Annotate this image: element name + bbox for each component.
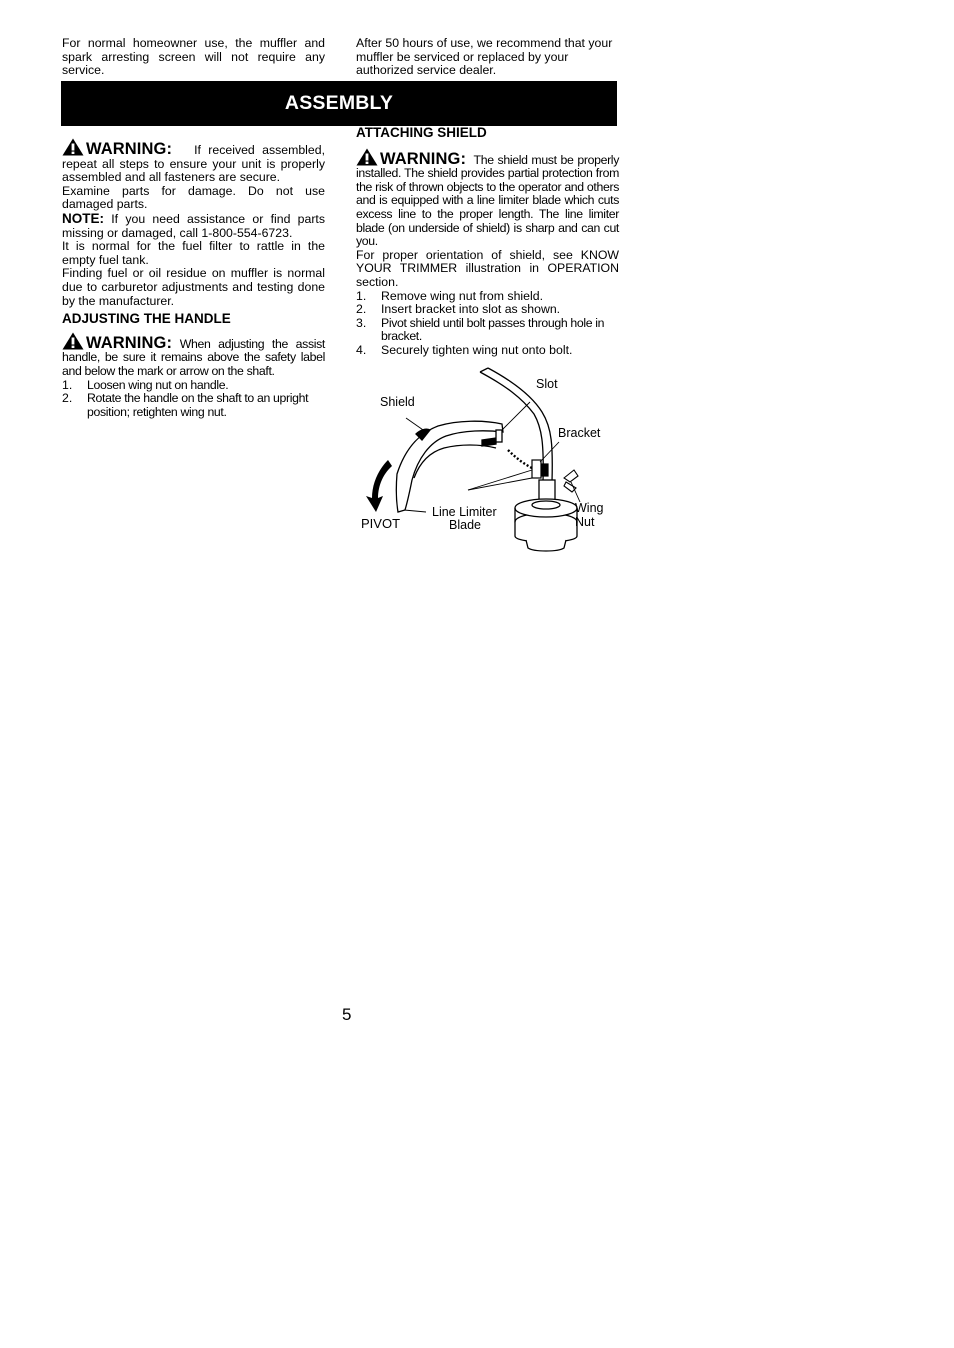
handle-warning (62, 332, 325, 379)
warning-text: If received assembled, repeat all steps to ensure your unit is properly assembled and all fasteners are secure. (62, 143, 326, 185)
diagram-label-nut: Nut (575, 515, 595, 529)
intro-left-paragraph (62, 37, 325, 78)
diagram-label-slot: Slot (536, 377, 558, 391)
handle-steps-list (62, 379, 325, 420)
shield-warning-label: WARNING: (380, 149, 467, 168)
assembled-warning (62, 138, 325, 185)
bracket-part (532, 460, 548, 478)
warning-triangle-icon (62, 332, 84, 350)
list-item: 4. Securely tighten wing nut onto bolt. (356, 342, 573, 357)
trimmer-head (515, 480, 577, 551)
list-item: 2. Rotate the handle on the shaft to an upright position; retighten wing nut. (62, 391, 309, 419)
note-paragraph (62, 212, 325, 240)
handle-warning-label: WARNING: (86, 333, 173, 352)
diagram-label-wing: Wing (575, 501, 604, 515)
note-label: NOTE: (62, 210, 104, 226)
assembly-banner (61, 81, 617, 126)
shield-attachment-diagram (356, 362, 620, 557)
shield-steps-list (356, 290, 619, 358)
right-column (356, 126, 619, 358)
list-item: 1. Loosen wing nut on handle. (62, 377, 229, 392)
examine-text: Examine parts for damage. Do not use damaged parts. (62, 183, 325, 212)
handle-heading: ADJUSTING THE HANDLE (62, 311, 231, 327)
list-item: 3. Pivot shield until bolt passes through hole in bracket. (356, 315, 605, 344)
warning-triangle-icon (356, 148, 378, 166)
shield-warning-text: The shield must be properly installed. The shield provides partial protection from the risk of thrown objects to the operator and others and is equipped with a line limiter blade which cuts excess line to the proper length. The line limiter blade (on underside of shield) is sharp and can cut you. (356, 152, 619, 249)
orientation-text: For proper orientation of shield, see KNOW YOUR TRIMMER illustration in OPERATION section. (356, 247, 619, 289)
shield-warning (356, 148, 619, 249)
note-text: If you need assistance or find parts missing or damaged, call 1-800-554-6723. (62, 211, 325, 240)
diagram-label-bracket: Bracket (558, 426, 601, 440)
diagram-label-pivot: PIVOT (361, 516, 401, 531)
warning-label: WARNING: (86, 140, 173, 158)
pivot-path-arc (508, 450, 532, 468)
diagram-label-shield: Shield (380, 395, 415, 409)
fuel-filter-text: It is normal for the fuel filter to rattle in the empty fuel tank. (62, 239, 325, 267)
muffler-service-text: For normal homeowner use, the muffler and spark arresting screen will not require any service. (62, 36, 325, 78)
shield-part (396, 421, 503, 512)
banner-title: ASSEMBLY (284, 92, 394, 114)
list-item: 2. Insert bracket into slot as shown. (356, 302, 561, 317)
wing-nut-part (564, 470, 578, 492)
page-number: 5 (342, 1005, 352, 1024)
left-column (62, 138, 325, 419)
handle-warning-text: When adjusting the assist handle, be sure it remains above the safety label and below the mark or arrow on the shaft. (62, 336, 325, 378)
pivot-arrow-icon (366, 460, 392, 512)
diagram-label-line-limiter: Line Limiter (432, 505, 497, 519)
shield-heading: ATTACHING SHIELD (356, 125, 487, 140)
residue-text: Finding fuel or oil residue on muffler is normal due to carburetor adjustments and testing done by the manufacturer. (62, 266, 325, 308)
list-item: 1. Remove wing nut from shield. (356, 288, 543, 303)
intro-right-paragraph (356, 37, 619, 78)
diagram-label-blade: Blade (449, 518, 481, 532)
muffler-hours-text: After 50 hours of use, we recommend that your muffler be serviced or replaced by your authorized service dealer. (356, 36, 613, 78)
warning-triangle-icon (62, 138, 84, 156)
